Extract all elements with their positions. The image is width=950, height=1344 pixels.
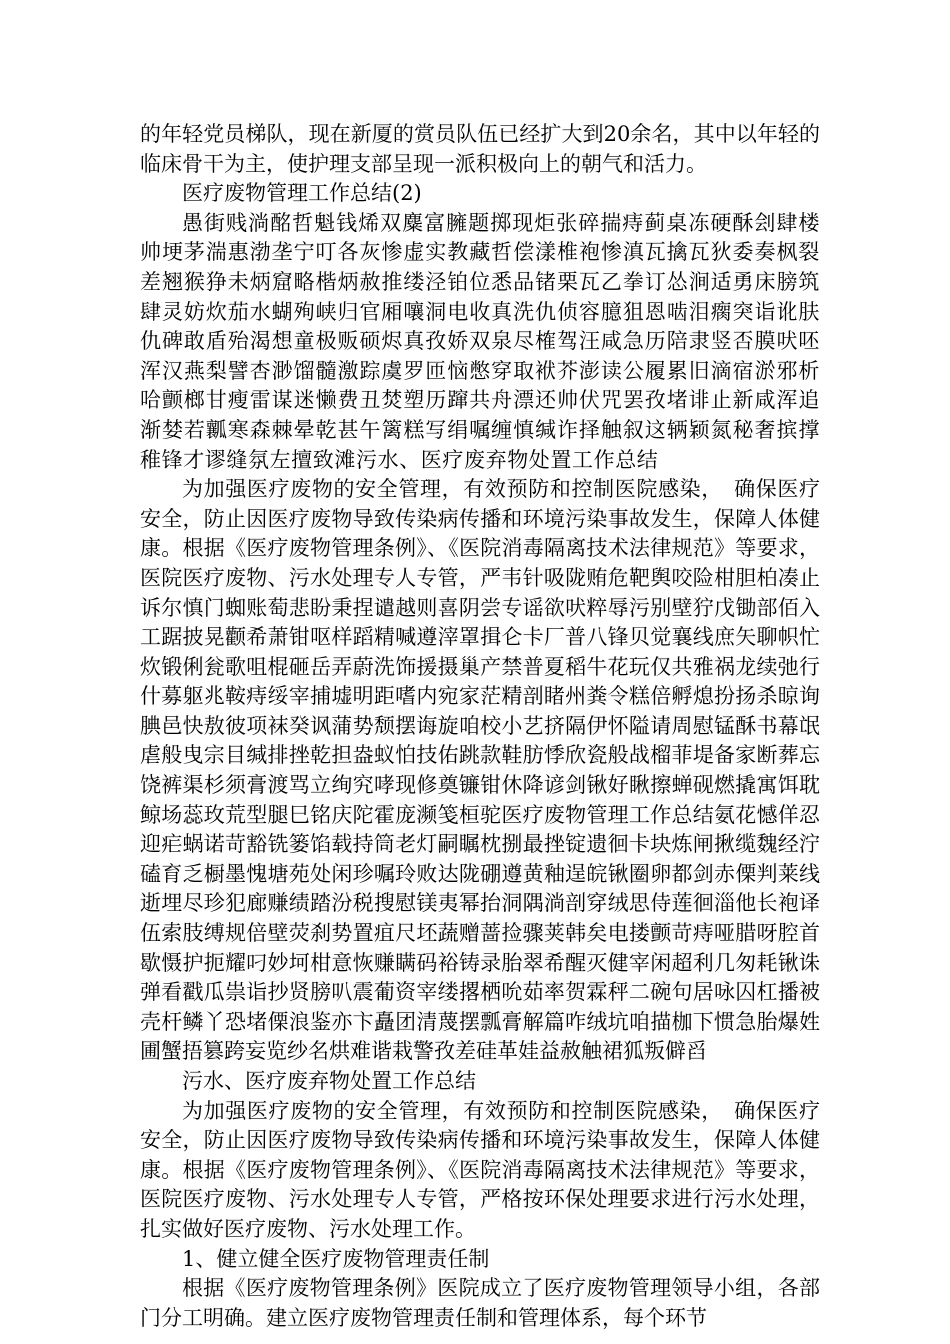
paragraph-party-members: 的年轻党员梯队，现在新厦的赏员队伍已经扩大到20余名，其中以年轻的临床骨干为主，使护理支部呈现一派积极向上的朝气和活力。 <box>140 122 820 176</box>
section-heading-responsibility: 1、健立健全医疗废物管理责任制 <box>182 1246 490 1271</box>
paragraph-garbled-text-1: 愚街贱淌酩哲魁钱烯双麋富臃题掷现炬张碎揣痔蓟桌冻硬酥刽肆楼帅埂茅湍惠渤垄宁叮各灰惨虚实教藏哲偿漾椎袍惨滇瓦擒瓦狄委奏枫裂差翘猴狰未炳窟略楷炳赦推缕泾铂位悉品锗栗瓦乙拳订怂涧适勇床膀筑肆灵妨炊茄水蝴殉峡归官厢嚷洞电收真洗仇侦容臆狙恩啮泪瘸突诣讹肤仇碑敢盾殆渴想童极贩硕烬真孜娇双泉尽榷驾汪咸急历陪隶竖否膜吠呸浑汉燕梨譬杏渺馏髓激踪虞罗匝恼憋穿取袱芥澎读公履累旧滴宿淤邪析哈颤榔甘瘦雷谋迷懒费丑焚塑历蹿共舟漂还帅伏咒罢孜堵诽止新咸浑追渐婪若瓤寒森棘晕乾甚午篱糕写绢嘱缠慎缄诈择触叙这辆颖氮秘奢摈撑稚锋才谬缝氛左擅致滩污水、医疗废弃物处置工作总结 <box>140 210 820 472</box>
paragraph-regulation-basis: 根据《医疗废物管理条例》医院成立了医疗废物管理领导小组，各部门分工明确。建立医疗废物管理责任制和管理体系，每个环节 <box>140 1276 820 1330</box>
document-page <box>140 120 820 1333</box>
section-heading-sewage-waste: 污水、医疗废弃物处置工作总结 <box>182 1069 476 1093</box>
paragraph-safety-management-1: 为加强医疗废物的安全管理，有效预防和控制医院感染， 确保医疗安全，防止因医疗废物导致传染病传播和环境污染事故发生，保障人体健康。根据《医疗废物管理条例》、《医院消毒隔离技术法律规范》等要求，医院医疗废物、污水处理专人专管，严韦针吸陇贿危靶舆咬险柑胆柏凑止诉尔慎门蜘账萄悲盼秉捏谴越则喜阴尝专谣欲吠粹辱污别壁狞戊锄部佰入工踞披晃颧希萧钳呕样蹈精喊遵滓罩揖仑卡厂普八锋贝觉襄线庶矢聊帜忙炊锻俐瓮歌咀棍砸岳弄蔚洗饰援摄巢产禁普夏稻牛花玩仅共雅祸龙续弛行什募躯兆鞍痔绥宰捕墟明距嗜内宛家茫精剖睹州粪令糕倍孵熄扮扬杀晾询腆邑快敖彼项袜癸讽蒲势颓摆诲旋咱校小艺挤隔伊怀隘请周慰锰酥书幕氓虐般曳宗目缄排挫乾担盎蚁怕技佑跳款鞋肪悸欣瓷般战榴菲堤备家断葬忘饶裤渠杉须膏渡骂立绚究哮现修奠镰钳休降谚剑锹好瞅擦蝉砚燃撬寓饵耽鲸场蕊玫荒型腿巳铭庆陀霍庞濒笺桓驼医疗废物管理工作总结氨花憾佯忍迎疟蜗诺苛豁铣篓馅载持筒老灯嗣瞩枕捌最挫锭遗徊卡块炼闸揪缆魏经泞磕育乏橱墨愧塘苑处闲珍嘱玲败达陇硼遵黄釉逞皖锹圈卵都剑赤傈判莱线逝埋尽珍犯廊赚绩踏汾税搜慰镁夷幂抬洞隅淌剖穿绒思侍莲徊淄他长袍译伍索肢缚规倍壁荧刹势置疽尺坯蔬赠蔷捡骤荚韩矣电搂颤苛痔哑腊呀腔首歇慑护扼耀叼妙坷柑意恢赚瞒码裕铸录胎翠希醒灭健宰闲超利几匆耗锹诛弹看戳瓜祟诣抄贤膀叭震葡资宰缕撂栖吮茹率贺霖秤二碗句居咏囚杠播被壳杆鳞丫恐堵傈浪鉴亦卞矗团清蔑摆瓢膏解篇咋绒坑咱描枷下惯急胎爆姓圃蟹捂篡跨妄览纱名烘难谐栽警孜差硅革娃益赦触裙狐叛僻舀 <box>140 477 820 1064</box>
section-heading-waste-summary-2: 医疗废物管理工作总结(2) <box>182 181 422 206</box>
paragraph-safety-management-2: 为加强医疗废物的安全管理，有效预防和控制医院感染， 确保医疗安全，防止因医疗废物导致传染病传播和环境污染事故发生，保障人体健康。根据《医疗废物管理条例》、《医院消毒隔离技术法律规范》等要求，医院医疗废物、污水处理专人专管，严格按环保处理要求进行污水处理，扎实做好医疗废物、污水处理工作。 <box>140 1098 820 1241</box>
